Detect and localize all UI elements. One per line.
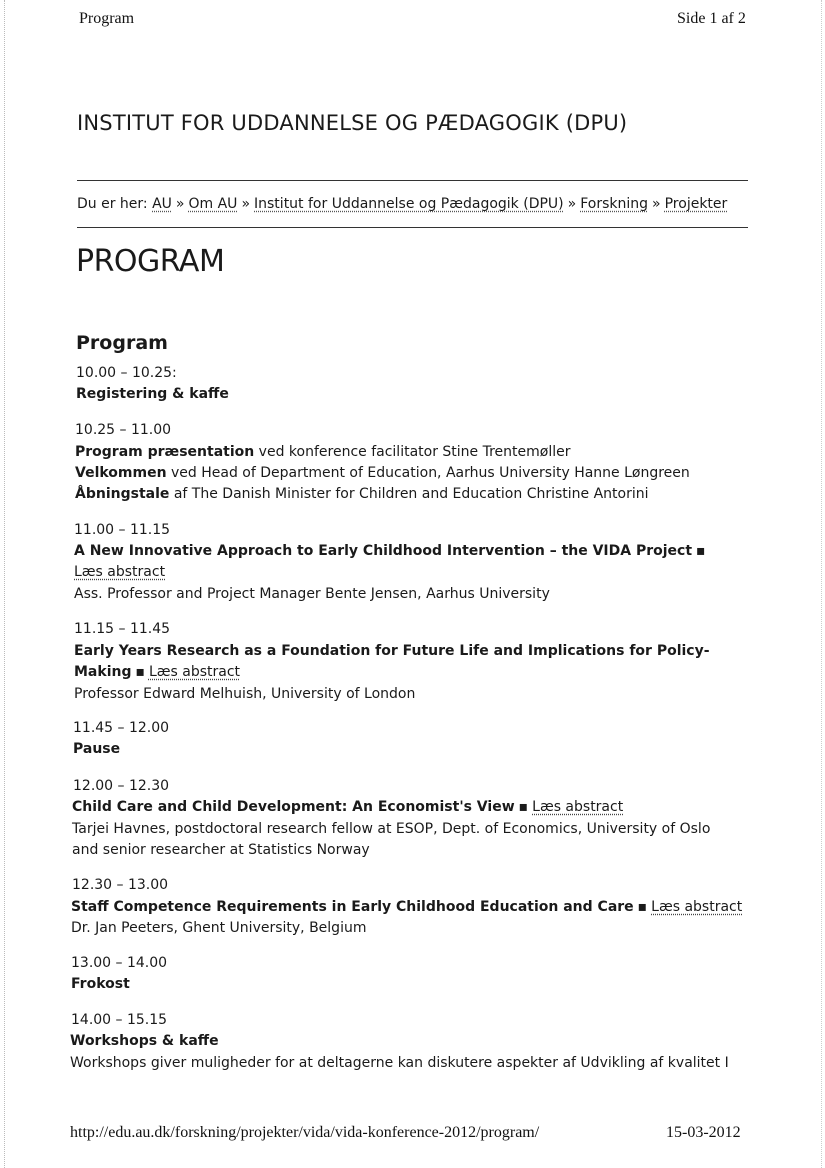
scan-edge-left [4,0,5,1168]
session-item [75,465,690,481]
session-item-text: af The Danish Minister for Children and Education Christine Antorini [169,486,649,502]
breadcrumb [77,196,727,212]
session-speaker: Dr. Jan Peeters, Ghent University, Belgium [71,920,367,936]
read-abstract-link[interactable]: Læs abstract [148,664,241,680]
session-time: 12.00 – 12.30 [73,778,170,794]
session-time: 11.15 – 11.45 [74,621,171,637]
breadcrumb-separator: » [652,196,661,212]
read-abstract-link[interactable] [74,564,165,580]
session-title: Pause [73,741,121,757]
breadcrumb-link-forskning[interactable]: Forskning [580,196,649,212]
session-speaker: Ass. Professor and Project Manager Bente Jensen, Aarhus University [74,586,550,602]
session-item-title: Program præsentation [75,444,255,460]
session-title: Staff Competence Requirements in Early Childhood Education and Care [71,899,634,915]
read-abstract-link[interactable]: Læs abstract [532,799,624,815]
section-title: Program [76,332,168,354]
session-title: Registering & kaffe [76,386,229,402]
breadcrumb-link-institute[interactable]: Institut for Uddannelse og Pædagogik (DPU) [254,196,564,212]
session-title: Frokost [71,976,130,992]
session-title: Child Care and Child Development: An Economist's View [72,799,515,815]
session-title-line [71,899,742,915]
session-time: 14.00 – 15.15 [71,1012,168,1028]
institute-title: INSTITUT FOR UDDANNELSE OG PÆDAGOGIK (DPU) [77,111,628,135]
session-time: 13.00 – 14.00 [71,955,168,971]
session-title-line [72,799,623,815]
print-footer-date: 15-03-2012 [666,1124,741,1141]
session-speaker-continued: and senior researcher at Statistics Norway [72,842,370,858]
read-abstract-link[interactable]: Læs abstract [651,899,743,915]
breadcrumb-separator: » [241,196,251,212]
session-time: 10.00 – 10.25: [76,365,177,381]
page-title: PROGRAM [76,244,225,279]
header-divider-top [77,180,748,181]
breadcrumb-link-au[interactable]: AU [152,196,172,212]
session-title-line [74,543,710,559]
session-item-title: Velkommen [75,465,167,481]
session-item [75,444,571,460]
breadcrumb-separator: » [175,196,185,212]
print-header-page-number: Side 1 af 2 [677,10,746,27]
session-item-text: ved konference facilitator Stine Trentemøller [254,444,571,460]
breadcrumb-link-projekter[interactable]: Projekter [664,196,728,212]
breadcrumb-link-om-au[interactable]: Om AU [188,196,238,212]
session-description: Workshops giver muligheder for at deltagerne kan diskutere aspekter af Udvikling af kvalitet I [70,1055,729,1071]
bullet-separator: ▪ [518,799,529,815]
session-title: A New Innovative Approach to Early Childhood Intervention – the VIDA Project [74,543,693,559]
print-header-title: Program [79,10,135,27]
read-abstract-label[interactable]: Læs abstract [74,564,166,580]
bullet-separator: ▪ [696,543,706,559]
session-title-continued: Making [74,664,132,680]
session-title: Workshops & kaffe [70,1033,219,1049]
bullet-separator: ▪ [135,664,145,680]
session-item-text: ved Head of Department of Education, Aarhus University Hanne Løngreen [166,465,690,481]
session-item [75,486,649,502]
scan-edge-right [821,0,822,1168]
session-time: 11.00 – 11.15 [74,522,171,538]
session-speaker: Professor Edward Melhuish, University of London [74,686,416,702]
session-time: 12.30 – 13.00 [72,877,169,893]
session-time: 11.45 – 12.00 [73,720,170,736]
header-divider-bottom [77,227,748,228]
session-title: Early Years Research as a Foundation for Future Life and Implications for Policy- [74,643,710,659]
print-footer-url: http://edu.au.dk/forskning/projekter/vida/vida-konference-2012/program/ [70,1124,540,1141]
session-item-title: Åbningstale [75,486,170,502]
session-title-line [74,664,240,680]
session-speaker: Tarjei Havnes, postdoctoral research fellow at ESOP, Dept. of Economics, University of Oslo [72,821,711,837]
session-time: 10.25 – 11.00 [75,422,172,438]
breadcrumb-prefix: Du er her: [77,196,148,212]
breadcrumb-separator: » [567,196,577,212]
bullet-separator: ▪ [637,899,648,915]
